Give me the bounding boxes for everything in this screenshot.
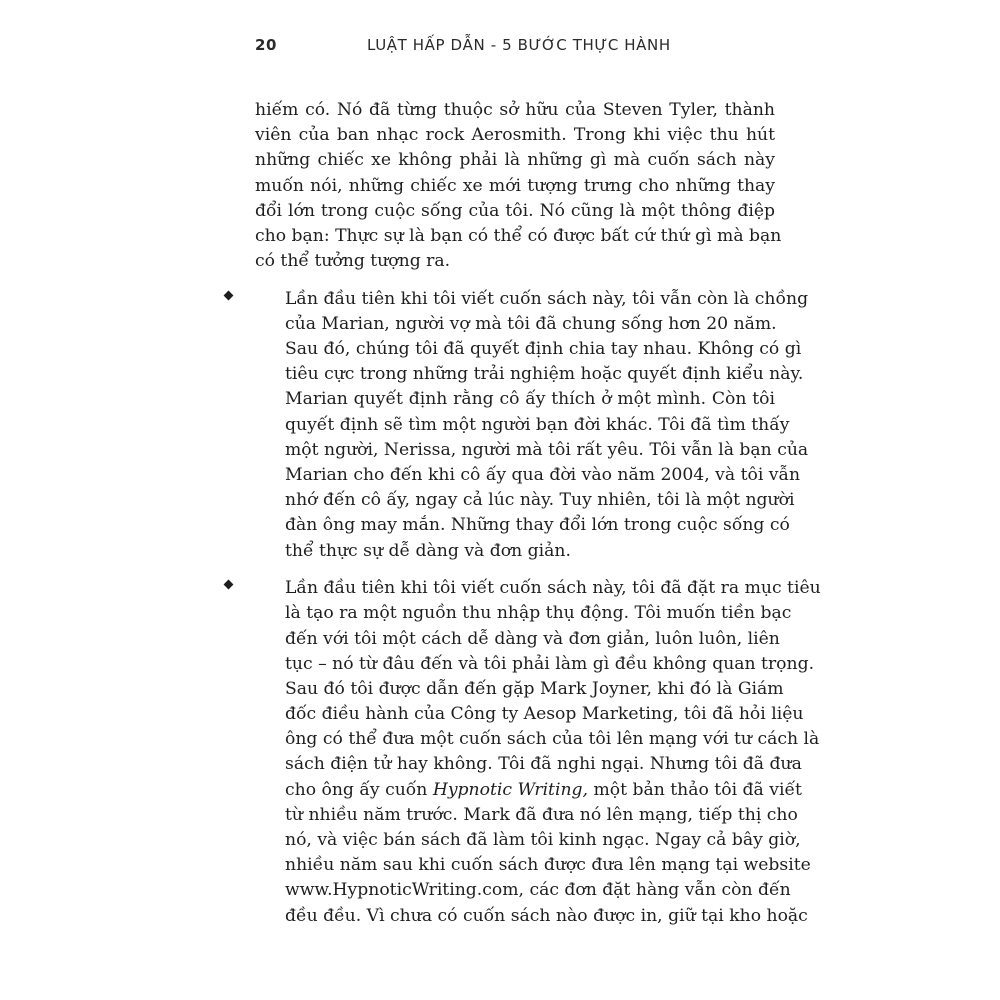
text-line: có thể tưởng tượng ra. <box>255 251 451 272</box>
text-line: Lần đầu tiên khi tôi viết cuốn sách này, tôi vẫn còn là chồng <box>285 288 809 309</box>
text-line: đổi lớn trong cuộc sống của tôi. Nó cũng là một thông điệp <box>255 200 775 221</box>
text-line: nhiều năm sau khi cuốn sách được đưa lên mạng tại website <box>285 855 811 876</box>
continuation-paragraph <box>255 98 782 274</box>
text-line: đều đều. Vì chưa có cuốn sách nào được in, giữ tại kho hoặc <box>285 905 808 926</box>
text-line: hiếm có. Nó đã từng thuộc sở hữu của Steven Tyler, thành <box>255 100 775 120</box>
text-line: www.HypnoticWriting.com, các đơn đặt hàng vẫn còn đến <box>285 880 791 901</box>
text-line: những chiếc xe không phải là những gì mà cuốn sách này <box>255 150 775 171</box>
text-line: Sau đó tôi được dẫn đến gặp Mark Joyner, khi đó là Giám <box>285 678 784 699</box>
page-header <box>255 36 775 60</box>
text-line: cho bạn: Thực sự là bạn có thể có được bất cứ thứ gì mà bạn <box>255 225 782 246</box>
running-title: LUẬT HẤP DẪN - 5 BƯỚC THỰC HÀNH <box>367 36 671 54</box>
book-title-italic: Hypnotic Writing, <box>432 779 589 800</box>
text-line: là tạo ra một nguồn thu nhập thụ động. Tôi muốn tiền bạc <box>285 603 792 624</box>
text-line-with-italic <box>285 778 802 803</box>
text-line: Sau đó, chúng tôi đã quyết định chia tay nhau. Không có gì <box>285 339 802 360</box>
text-line: tục – nó từ đâu đến và tôi phải làm gì đều không quan trọng. <box>285 653 815 674</box>
text-line: Lần đầu tiên khi tôi viết cuốn sách này, tôi đã đặt ra mục tiêu <box>285 578 821 599</box>
text-segment: cho ông ấy cuốn <box>285 779 433 800</box>
diamond-bullet-icon <box>224 580 234 590</box>
text-line: nhớ đến cô ấy, ngay cả lúc này. Tuy nhiên, tôi là một người <box>285 490 795 511</box>
text-line: viên của ban nhạc rock Aerosmith. Trong khi việc thu hút <box>255 125 775 146</box>
text-line: muốn nói, những chiếc xe mới tượng trưng cho những thay <box>255 175 775 196</box>
text-line: đến với tôi một cách dễ dàng và đơn giản, luôn luôn, liên <box>285 628 780 649</box>
text-line: Marian quyết định rằng cô ấy thích ở một mình. Còn tôi <box>285 389 775 410</box>
text-line: thể thực sự dễ dàng và đơn giản. <box>285 540 571 561</box>
bullet-paragraph-2 <box>225 576 821 929</box>
text-line: đàn ông may mắn. Những thay đổi lớn trong cuộc sống có <box>285 515 790 536</box>
text-line: đốc điều hành của Công ty Aesop Marketing, tôi đã hỏi liệu <box>285 704 804 725</box>
text-line: nó, và việc bán sách đã làm tôi kinh ngạc. Ngay cả bây giờ, <box>285 830 801 851</box>
text-line: ông có thể đưa một cuốn sách của tôi lên mạng với tư cách là <box>285 729 820 750</box>
text-line: quyết định sẽ tìm một người bạn đời khác. Tôi đã tìm thấy <box>285 414 790 435</box>
text-line: của Marian, người vợ mà tôi đã chung sống hơn 20 năm. <box>285 313 777 334</box>
text-line: sách điện tử hay không. Tôi đã nghi ngại. Nhưng tôi đã đưa <box>285 754 802 775</box>
text-line: Marian cho đến khi cô ấy qua đời vào năm 2004, và tôi vẫn <box>285 465 801 486</box>
body-text <box>255 98 821 929</box>
text-line: từ nhiều năm trước. Mark đã đưa nó lên mạng, tiếp thị cho <box>285 804 798 825</box>
bullet-paragraph-1 <box>225 287 809 564</box>
text-segment: một bản thảo tôi đã viết <box>588 779 802 800</box>
diamond-bullet-icon <box>224 290 234 300</box>
text-line: tiêu cực trong những trải nghiệm hoặc quyết định kiểu này. <box>285 364 804 385</box>
text-line: một người, Nerissa, người mà tôi rất yêu. Tôi vẫn là bạn của <box>285 439 809 460</box>
page-number: 20 <box>255 36 278 54</box>
